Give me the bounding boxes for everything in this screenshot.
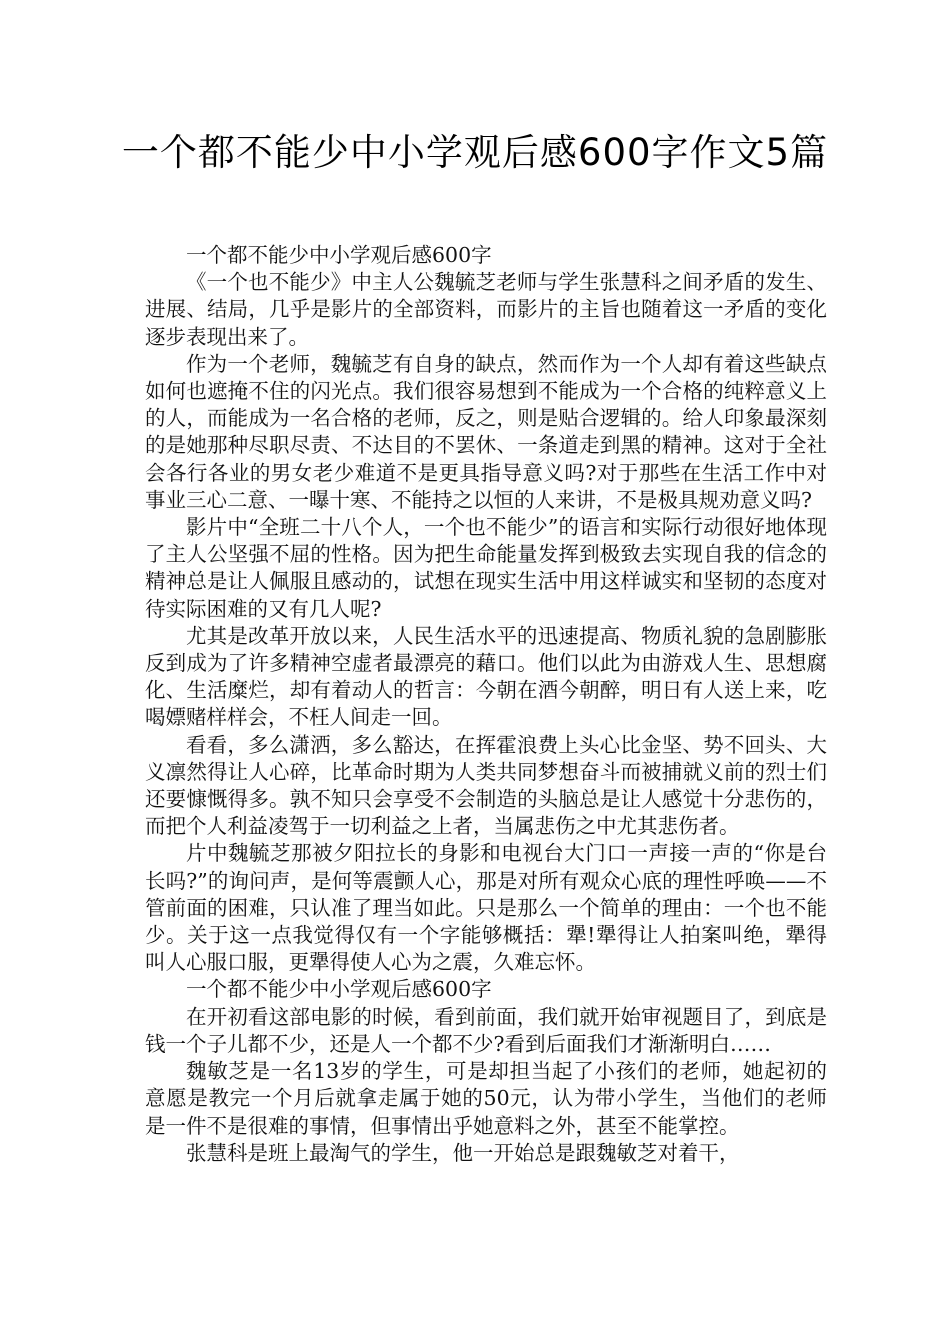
paragraph: 张慧科是班上最淘气的学生，他一开始总是跟魏敏芝对着干，: [186, 1140, 740, 1165]
paragraph: 尤其是改革开放以来，人民生活水平的迅速提高、物质礼貌的急剧膨胀反到成为了许多精神空虚者最漂亮的藉口。他们以此为由游戏人生、思想腐化、生活糜烂，却有着动人的哲言：今朝在酒今朝醉，明日有人送上来，吃喝嫖赌样样会，不枉人间走一回。: [145, 623, 827, 730]
paragraph: 片中魏毓芝那被夕阳拉长的身影和电视台大门口一声接一声的“你是台长吗?”的询问声，是何等震颤人心，那是对所有观众心底的理性呼唤——不管前面的困难，只认准了理当如此。只是那么一个简单的理由：一个也不能少。关于这一点我觉得仅有一个字能够概括：犟!犟得让人拍案叫绝，犟得叫人心服口服，更犟得使人心为之震，久难忘怀。: [145, 841, 827, 975]
paragraph: 魏敏芝是一名13岁的学生，可是却担当起了小孩们的老师，她起初的意愿是教完一个月后就拿走属于她的50元，认为带小学生，当他们的老师是一件不是很难的事情，但事情出乎她意料之外，甚至不能掌控。: [145, 1059, 827, 1138]
document-title: 一个都不能少中小学观后感600字作文5篇: [121, 131, 829, 174]
paragraph: 看看，多么潇洒，多么豁达，在挥霍浪费上头心比金坚、势不回头、大义凛然得让人心碎，比革命时期为人类共同梦想奋斗而被捕就义前的烈士们还要慷慨得多。孰不知只会享受不会制造的头脑总是让人感觉十分悲伤的，而把个人利益凌驾于一切利益之上者，当属悲伤之中尤其悲伤者。: [145, 732, 827, 839]
paragraph: 作为一个老师，魏毓芝有自身的缺点，然而作为一个人却有着这些缺点如何也遮掩不住的闪光点。我们很容易想到不能成为一个合格的纯粹意义上的人，而能成为一名合格的老师，反之，则是贴合逻辑的。给人印象最深刻的是她那种尽职尽责、不达目的不罢休、一条道走到黑的精神。这对于全社会各行各业的男女老少难道不是更具指导意义吗?对于那些在生活工作中对事业三心二意、一曝十寒、不能持之以恒的人来讲，不是极具规劝意义吗?: [145, 351, 827, 512]
document-body: [145, 242, 827, 1167]
paragraph: 一个都不能少中小学观后感600字: [186, 977, 492, 1002]
paragraph: 《一个也不能少》中主人公魏毓芝老师与学生张慧科之间矛盾的发生、进展、结局，几乎是影片的全部资料，而影片的主旨也随着这一矛盾的变化逐步表现出来了。: [145, 270, 827, 349]
paragraph: 在开初看这部电影的时候，看到前面，我们就开始审视题目了，到底是钱一个子儿都不少，还是人一个都不少?看到后面我们才渐渐明白……: [145, 1004, 827, 1056]
paragraph: 一个都不能少中小学观后感600字: [186, 243, 492, 267]
paragraph: 影片中“全班二十八个人，一个也不能少”的语言和实际行动很好地体现了主人公坚强不屈的性格。因为把生命能量发挥到极致去实现自我的信念的精神总是让人佩服且感动的，试想在现实生活中用这样诚实和坚韧的态度对待实际困难的又有几人呢?: [145, 515, 827, 621]
